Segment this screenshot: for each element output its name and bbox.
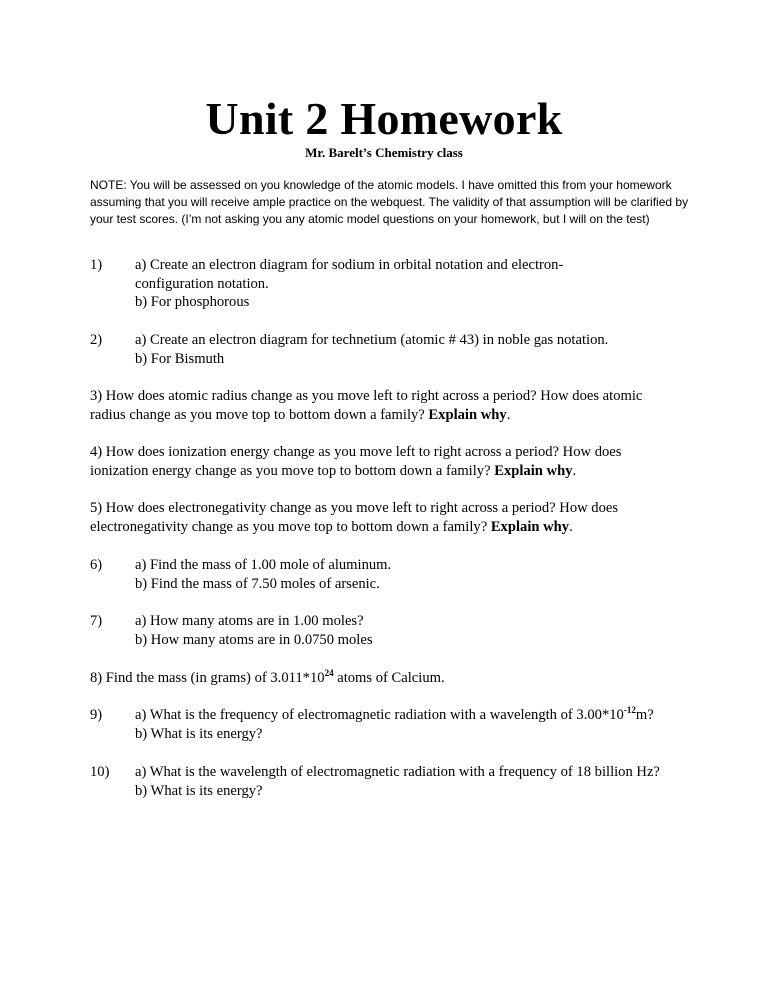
question-1a-line1: a) Create an electron diagram for sodium in orbital notation and electron-	[135, 257, 564, 273]
question-8-exponent: 24	[324, 668, 334, 678]
question-10a: a) What is the wavelength of electromagnetic radiation with a frequency of 18 billion Hz?	[135, 764, 660, 780]
question-number: 10)	[90, 764, 110, 780]
question-6b: b) Find the mass of 7.50 moles of arsenic.	[135, 575, 380, 592]
question-7b: b) How many atoms are in 0.0750 moles	[135, 631, 373, 648]
question-5-emphasis: Explain why	[490, 518, 570, 535]
question-9a-exponent: -12	[623, 705, 636, 715]
question-8	[90, 669, 445, 688]
question-8-end: atoms of Calcium.	[333, 670, 445, 686]
question-3	[90, 387, 680, 424]
page-subtitle: Mr. Barelt’s Chemistry class	[305, 145, 463, 160]
question-7a: a) How many atoms are in 1.00 moles?	[135, 613, 364, 629]
question-number: 9)	[90, 707, 103, 723]
question-1a-line2: configuration notation.	[135, 275, 269, 292]
question-number: 6)	[90, 557, 103, 573]
question-4-text: 4) How does ionization energy change as you move left to right across a period? How does ionization energy change as you move top to bottom down a family?	[90, 444, 622, 479]
question-4-end: .	[572, 462, 577, 479]
question-4-emphasis: Explain why	[494, 462, 573, 479]
question-9a-end: m?	[635, 707, 654, 723]
question-2b: b) For Bismuth	[135, 350, 225, 367]
page-title: Unit 2 Homework	[205, 93, 563, 144]
question-8-text: 8) Find the mass (in grams) of 3.011*10	[90, 670, 325, 686]
question-number: 2)	[90, 332, 103, 348]
question-2a: a) Create an electron diagram for technetium (atomic # 43) in noble gas notation.	[135, 332, 609, 348]
question-5	[90, 499, 680, 536]
note-paragraph: NOTE: You will be assessed on you knowledge of the atomic models. I have omitted this from your homework assuming that you will receive ample practice on the webquest. The validity of that assumption will be clarified by your test scores. (I’m not asking you any atomic model questions on your homework, but I will on the test)	[90, 178, 689, 226]
question-3-end: .	[506, 406, 511, 423]
question-number: 7)	[90, 613, 103, 629]
question-number: 1)	[90, 257, 103, 273]
question-9a-text: a) What is the frequency of electromagnetic radiation with a wavelength of 3.00*10	[135, 707, 624, 723]
question-4	[90, 443, 680, 480]
question-3-text: 3) How does atomic radius change as you move left to right across a period? How does atomic radius change as you move top to bottom down a family?	[90, 388, 643, 423]
question-5-end: .	[569, 518, 573, 535]
question-10b: b) What is its energy?	[135, 782, 263, 799]
question-1b: b) For phosphorous	[135, 294, 250, 310]
question-5-text: 5) How does electronegativity change as you move left to right across a period? How does electronegativity change as you move top to bottom down a family?	[90, 500, 619, 535]
question-3-emphasis: Explain why	[428, 406, 507, 423]
question-9b: b) What is its energy?	[135, 725, 263, 742]
question-6a: a) Find the mass of 1.00 mole of aluminum.	[135, 557, 392, 573]
question-9a	[135, 706, 654, 725]
